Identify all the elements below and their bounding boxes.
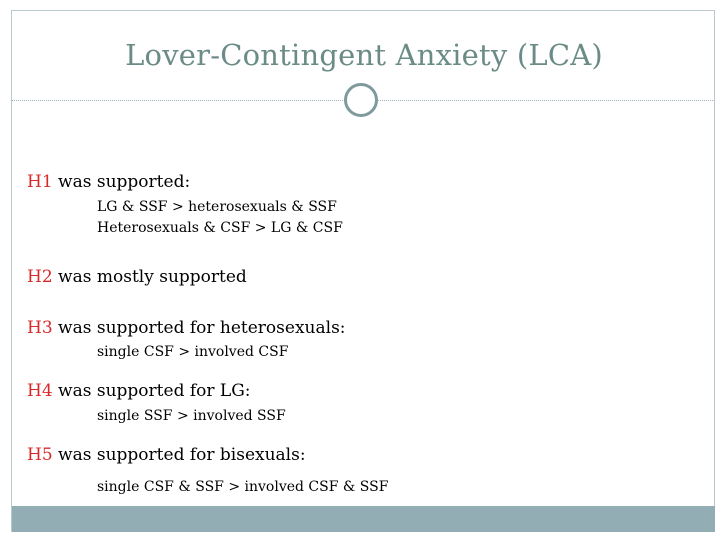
hypothesis-label: H5 bbox=[27, 445, 53, 465]
hypothesis-1-detail-1: LG & SSF > heterosexuals & SSF bbox=[97, 199, 337, 215]
footer-bar bbox=[12, 506, 715, 532]
hypothesis-1-detail-2: Heterosexuals & CSF > LG & CSF bbox=[97, 220, 343, 236]
hypothesis-text: was mostly supported bbox=[52, 267, 247, 287]
hypothesis-label: H3 bbox=[27, 318, 53, 338]
hypothesis-label: H2 bbox=[27, 267, 53, 287]
hypothesis-4-detail-1: single SSF > involved SSF bbox=[97, 408, 286, 424]
hypothesis-label: H1 bbox=[27, 172, 53, 192]
hypothesis-text: was supported: bbox=[52, 172, 191, 192]
hypothesis-4 bbox=[27, 381, 251, 401]
hypothesis-text: was supported for bisexuals: bbox=[52, 445, 306, 465]
hypothesis-2 bbox=[27, 267, 247, 287]
hypothesis-5-detail-1: single CSF & SSF > involved CSF & SSF bbox=[97, 479, 389, 495]
hypothesis-text: was supported for heterosexuals: bbox=[52, 318, 346, 338]
hypothesis-3-detail-1: single CSF > involved CSF bbox=[97, 344, 289, 360]
circle-ornament-icon bbox=[344, 83, 378, 117]
hypothesis-text: was supported for LG: bbox=[52, 381, 251, 401]
hypothesis-1 bbox=[27, 172, 190, 192]
hypothesis-3 bbox=[27, 318, 346, 338]
hypothesis-label: H4 bbox=[27, 381, 53, 401]
hypothesis-5 bbox=[27, 445, 306, 465]
slide-title: Lover-Contingent Anxiety (LCA) bbox=[125, 38, 603, 72]
